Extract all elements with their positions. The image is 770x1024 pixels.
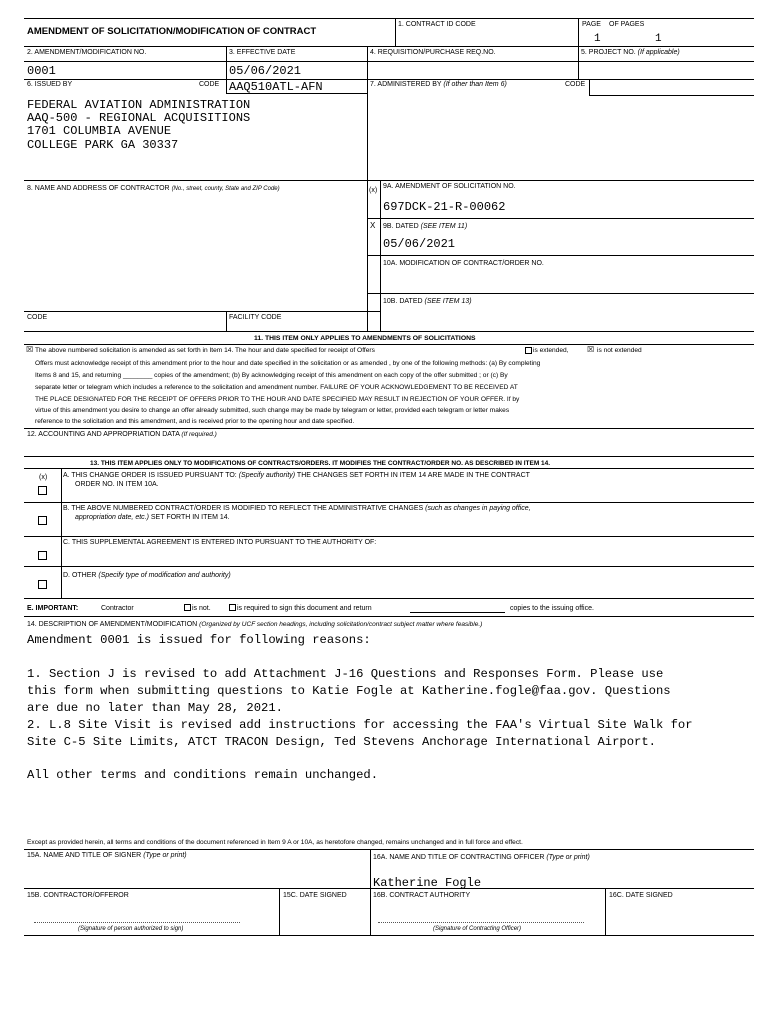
- description-line-4: are due no later than May 28, 2021.: [27, 701, 283, 715]
- officer-name-value: Katherine Fogle: [373, 876, 482, 890]
- description-label: 14. DESCRIPTION OF AMENDMENT/MODIFICATION (Organized by UCF section headings, including solicitation/contract subject matter where feasible.): [27, 621, 483, 628]
- issued-code-label: CODE: [199, 81, 220, 88]
- item13-d-line: D. OTHER (Specify type of modification and authority): [63, 572, 231, 579]
- is-not-checkbox[interactable]: [184, 604, 191, 611]
- is-not-extended-check-icon[interactable]: ☒: [587, 345, 595, 354]
- is-extended-checkbox[interactable]: [525, 347, 532, 354]
- mod-10a-label: 10A. MODIFICATION OF CONTRACT/ORDER NO.: [383, 260, 544, 267]
- item13-a-line-2: ORDER NO. IN ITEM 10A.: [75, 481, 159, 488]
- contractor-offeror-label: 15B. CONTRACTOR/OFFEROR: [27, 892, 129, 899]
- of-pages-label: OF PAGES: [609, 21, 645, 28]
- amend-no-label: 2. AMENDMENT/MODIFICATION NO.: [27, 49, 147, 56]
- is-not-extended-label: is not extended: [597, 347, 642, 354]
- item11-line-3: Items 8 and 15, and returning ________ copies of the amendment; (b) By acknowledging receipt of this amendment on each copy of the offer submitted ; or (c) By: [35, 372, 508, 379]
- issuer-address-line-3: 1701 COLUMBIA AVENUE: [27, 124, 172, 138]
- copies-blank[interactable]: [410, 612, 505, 613]
- item11-line-5: THE PLACE DESIGNATED FOR THE RECEIPT OF OFFERS PRIOR TO THE HOUR AND DATE SPECIFIED MAY RESULT IN REJECTION OF YOUR OFFER. If by: [35, 396, 520, 403]
- item11-line-2: Offers must acknowledge receipt of this amendment prior to the hour and date specified in the solicitation or as amended , by one of the following methods: (a) By completing: [35, 360, 541, 367]
- contract-authority-label: 16B. CONTRACT AUTHORITY: [373, 892, 471, 899]
- officer-label: 16A. NAME AND TITLE OF CONTRACTING OFFICER (Type or print): [373, 854, 590, 861]
- item11-line-4: separate letter or telegram which includes a reference to the solicitation and amendment number. FAILURE OF YOUR ACKNOWLEDGEMENT TO BE RECEIVED AT: [35, 384, 518, 391]
- item13-a-line-1: A. THIS CHANGE ORDER IS ISSUED PURSUANT TO: (Specify authority) THE CHANGES SET FORTH IN ITEM 14 ARE MADE IN THE CONTRACT: [63, 472, 530, 479]
- item11-line-7: reference to the solicitation and this amendment, and is received prior to the opening hour and date specified.: [35, 418, 355, 425]
- description-line-2: 1. Section J is revised to add Attachment J-16 Questions and Responses Form. Please use: [27, 667, 664, 681]
- signer-label: 15A. NAME AND TITLE OF SIGNER (Type or print): [27, 852, 187, 859]
- contractor-signature-caption: (Signature of person authorized to sign): [78, 926, 184, 932]
- dated-9b-value: 05/06/2021: [383, 237, 456, 251]
- page-number: 1: [594, 33, 601, 45]
- facility-code-label: FACILITY CODE: [229, 314, 282, 321]
- item13-b-line-1: B. THE ABOVE NUMBERED CONTRACT/ORDER IS MODIFIED TO REFLECT THE ADMINISTRATIVE CHANGES (such as changes in paying office,: [63, 505, 531, 512]
- contract-id-label: 1. CONTRACT ID CODE: [398, 21, 476, 28]
- date-16c-label: 16C. DATE SIGNED: [609, 892, 673, 899]
- dated-10b-label: 10B. DATED (SEE ITEM 13): [383, 298, 472, 305]
- is-not-label: is not.: [192, 605, 211, 612]
- administered-label: 7. ADMINISTERED BY (If other than Item 6): [370, 81, 507, 88]
- description-line-1: Amendment 0001 is issued for following reasons:: [27, 633, 371, 647]
- item13-b-checkbox[interactable]: [38, 516, 47, 525]
- contractor-label: 8. NAME AND ADDRESS OF CONTRACTOR (No., street, county, State and ZIP Code): [27, 185, 280, 192]
- form-title: AMENDMENT OF SOLICITATION/MODIFICATION OF CONTRACT: [27, 26, 317, 37]
- x-column-label: (x): [369, 187, 378, 194]
- description-line-7: All other terms and conditions remain unchanged.: [27, 768, 379, 782]
- item13-d-checkbox[interactable]: [38, 580, 47, 589]
- is-required-label: is required to sign this document and return: [237, 605, 372, 612]
- item13-a-checkbox[interactable]: [38, 486, 47, 495]
- description-line-3: this form when submitting questions to Katie Fogle at Katherine.fogle@faa.gov. Questions: [27, 684, 671, 698]
- amend-sol-label: 9A. AMENDMENT OF SOLICITATION NO.: [383, 183, 516, 190]
- is-extended-label: is extended,: [533, 347, 569, 354]
- issuer-address-line-2: AAQ-500 - REGIONAL ACQUISITIONS: [27, 111, 251, 125]
- item13-c-checkbox[interactable]: [38, 551, 47, 560]
- except-text: Except as provided herein, all terms and conditions of the document referenced in Item 9 A or 10A, as heretofore changed, remains unchanged and in full force and effect.: [27, 839, 523, 846]
- issued-code-value: AAQ510ATL-AFN: [229, 80, 323, 94]
- page-label: PAGE: [582, 21, 601, 28]
- item11-heading: 11. THIS ITEM ONLY APPLIES TO AMENDMENTS OF SOLICITATIONS: [254, 335, 476, 342]
- accounting-label: 12. ACCOUNTING AND APPROPRIATION DATA (If required.): [27, 431, 217, 438]
- issuer-address-line-1: FEDERAL AVIATION ADMINISTRATION: [27, 98, 251, 112]
- issued-by-label: 6. ISSUED BY: [27, 81, 73, 88]
- eff-date-label: 3. EFFECTIVE DATE: [229, 49, 296, 56]
- item13-x-label: (x): [39, 474, 48, 481]
- important-label: E. IMPORTANT:: [27, 605, 79, 612]
- amend-sol-value: 697DCK-21-R-00062: [383, 200, 506, 214]
- requisition-label: 4. REQUISITION/PURCHASE REQ.NO.: [370, 49, 496, 56]
- item11-line-6: virtue of this amendment you desire to change an offer already submitted, such change may be made by telegram or letter, provided each telegram or letter makes: [35, 407, 510, 414]
- item13-heading: 13. THIS ITEM APPLIES ONLY TO MODIFICATIONS OF CONTRACTS/ORDERS. IT MODIFIES THE CONTRACT/ORDER NO. AS DESCRIBED IN ITEM 14.: [90, 460, 551, 467]
- description-line-5: 2. L.8 Site Visit is revised add instructions for accessing the FAA's Virtual Site Walk for: [27, 718, 693, 732]
- copies-label: copies to the issuing office.: [510, 605, 594, 612]
- amend-no-value: 0001: [27, 64, 56, 78]
- item13-c-line: C. THIS SUPPLEMENTAL AGREEMENT IS ENTERED INTO PURSUANT TO THE AUTHORITY OF:: [63, 539, 377, 546]
- code-bottom-label: CODE: [27, 314, 48, 321]
- contractor-signature-line[interactable]: [34, 922, 240, 923]
- x-mark-9b: X: [370, 221, 376, 230]
- project-label: 5. PROJECT NO. (If applicable): [581, 49, 680, 56]
- contractor-word: Contractor: [101, 605, 134, 612]
- eff-date-value: 05/06/2021: [229, 64, 302, 78]
- admin-code-label: CODE: [565, 81, 586, 88]
- date-15c-label: 15C. DATE SIGNED: [283, 892, 347, 899]
- total-pages: 1: [655, 33, 662, 45]
- issuer-address-line-4: COLLEGE PARK GA 30337: [27, 138, 179, 152]
- item11-check-icon: ☒: [26, 345, 34, 354]
- description-line-6: Site C-5 Site Limits, ATCT TRACON Design, Ted Stevens Anchorage International Airport.: [27, 735, 656, 749]
- item11-line-1: The above numbered solicitation is amended as set forth in Item 14. The hour and date specified for receipt of Offers: [35, 347, 375, 354]
- item13-b-line-2: appropriation date, etc.) SET FORTH IN ITEM 14.: [75, 514, 230, 521]
- is-required-checkbox[interactable]: [229, 604, 236, 611]
- officer-signature-line[interactable]: [378, 922, 584, 923]
- officer-signature-caption: (Signature of Contracting Officer): [433, 926, 522, 932]
- dated-9b-label: 9B. DATED (SEE ITEM 11): [383, 223, 468, 230]
